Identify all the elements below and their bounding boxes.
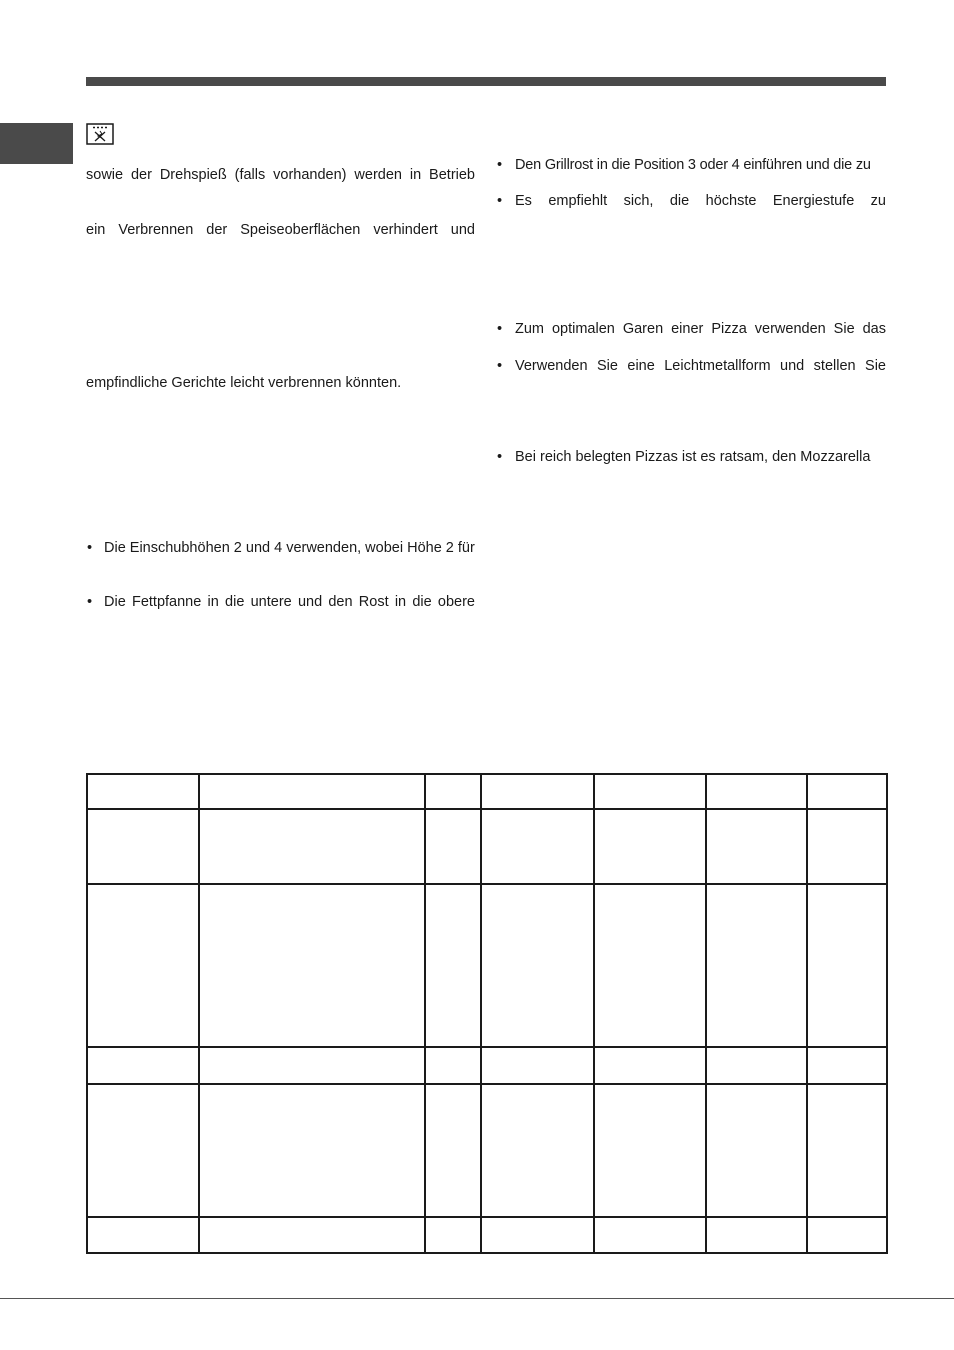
table-cell [706, 884, 807, 1047]
bullet-text: Zum optimalen Garen einer Pizza verwenden Sie das [515, 321, 886, 337]
table-cell [706, 1217, 807, 1253]
bullet-text: Verwenden Sie eine Leichtmetallform und stellen Sie [515, 358, 886, 374]
table-cell [481, 1084, 594, 1217]
table-cell [706, 1084, 807, 1217]
table-cell [199, 1084, 425, 1217]
footer-rule [0, 1298, 954, 1299]
table-cell [425, 774, 481, 809]
table-row [87, 1047, 887, 1084]
table-cell [199, 884, 425, 1047]
table-cell [594, 1047, 706, 1084]
table-cell [87, 809, 199, 884]
table-cell [807, 809, 887, 884]
bullet-marker: • [497, 321, 503, 337]
table-cell [594, 774, 706, 809]
bullet-marker: • [497, 449, 503, 465]
table-cell [199, 774, 425, 809]
table-cell [706, 1047, 807, 1084]
bullet-text: Die Einschubhöhen 2 und 4 verwenden, wobei Höhe 2 für [104, 540, 475, 556]
table-cell [594, 884, 706, 1047]
table-cell [425, 1084, 481, 1217]
table-row [87, 809, 887, 884]
table-cell [87, 1047, 199, 1084]
table-cell [87, 774, 199, 809]
table-cell [807, 884, 887, 1047]
grill-icon [86, 123, 114, 145]
table-cell [425, 1047, 481, 1084]
header-rule [86, 77, 886, 86]
bullet-marker: • [87, 540, 93, 556]
paragraph-line: ein Verbrennen der Speiseoberflächen verhindert und [86, 222, 475, 238]
table-cell [87, 884, 199, 1047]
table-cell [481, 809, 594, 884]
bullet-marker: • [497, 358, 503, 374]
table-cell [425, 809, 481, 884]
bullet-marker: • [497, 193, 503, 209]
table-cell [594, 809, 706, 884]
table-row [87, 1217, 887, 1253]
table-cell [594, 1084, 706, 1217]
table-cell [706, 774, 807, 809]
bullet-text: Es empfiehlt sich, die höchste Energiestufe zu [515, 193, 886, 209]
table-cell [481, 1217, 594, 1253]
table-cell [87, 1084, 199, 1217]
table-header-row [87, 774, 887, 809]
bullet-text: Bei reich belegten Pizzas ist es ratsam, den Mozzarella [515, 449, 871, 465]
table-cell [199, 1217, 425, 1253]
paragraph-line: sowie der Drehspieß (falls vorhanden) werden in Betrieb [86, 167, 475, 183]
bullet-text: Die Fettpfanne in die untere und den Rost in die obere [104, 594, 475, 610]
table-cell [481, 774, 594, 809]
table-cell [807, 1084, 887, 1217]
table-cell [199, 809, 425, 884]
bullet-text: Den Grillrost in die Position 3 oder 4 einführen und die zu [515, 157, 871, 173]
table-cell [706, 809, 807, 884]
language-tab [0, 123, 73, 164]
table-row [87, 884, 887, 1047]
cooking-table [86, 773, 888, 1254]
bullet-marker: • [497, 157, 503, 173]
table-cell [425, 884, 481, 1047]
table-cell [807, 774, 887, 809]
bullet-marker: • [87, 594, 93, 610]
table-cell [807, 1047, 887, 1084]
table-cell [87, 1217, 199, 1253]
table-cell [481, 884, 594, 1047]
paragraph-line: empfindliche Gerichte leicht verbrennen könnten. [86, 375, 402, 391]
table-cell [594, 1217, 706, 1253]
table-cell [199, 1047, 425, 1084]
table-cell [481, 1047, 594, 1084]
table-row [87, 1084, 887, 1217]
table-cell [425, 1217, 481, 1253]
table-cell [807, 1217, 887, 1253]
